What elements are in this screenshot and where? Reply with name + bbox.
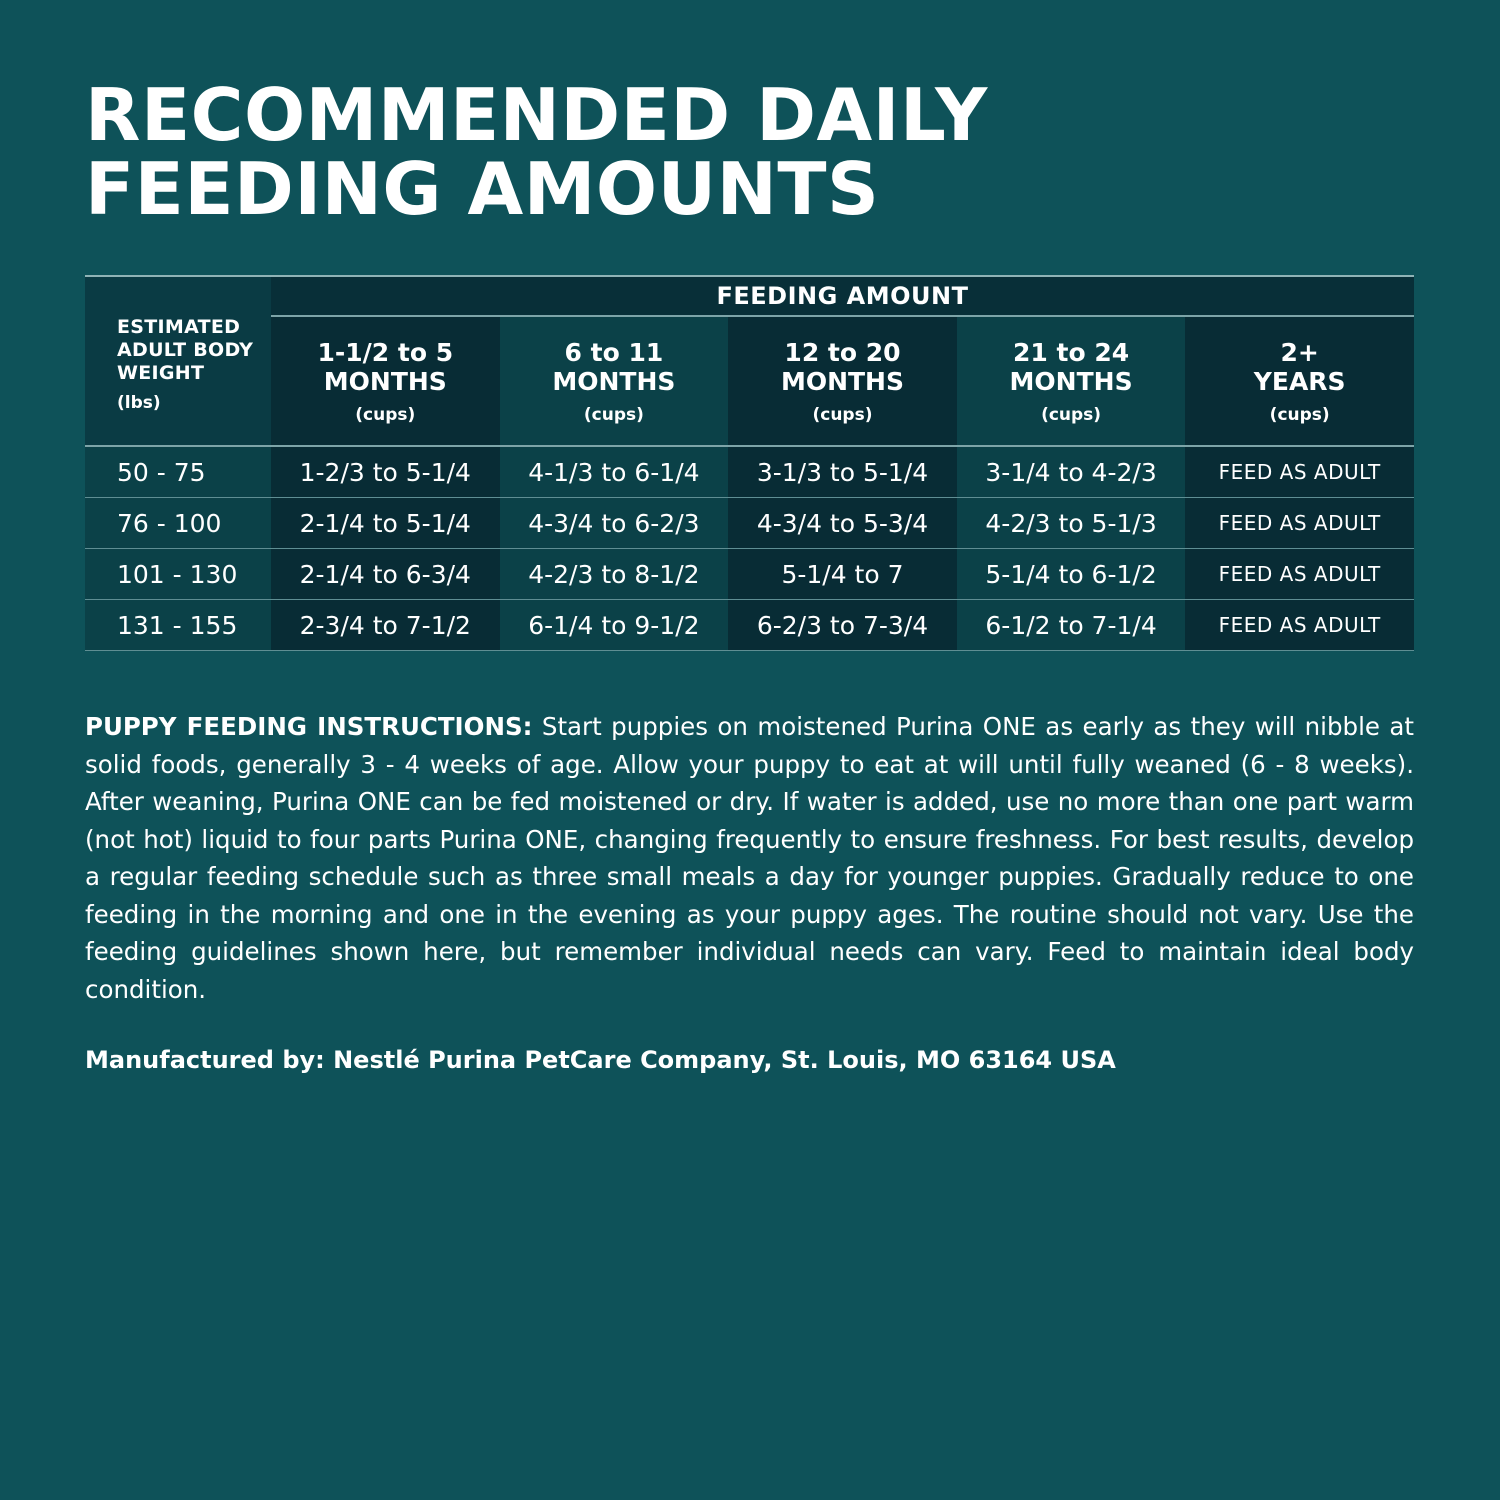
age-header-unit: (cups): [355, 404, 416, 425]
amount-cell: FEED AS ADULT: [1185, 600, 1414, 651]
feeding-table-container: [85, 275, 1414, 651]
amount-cell: 2-3/4 to 7-1/2: [271, 600, 500, 651]
amount-cell: 6-1/2 to 7-1/4: [957, 600, 1186, 651]
amount-cell: 6-1/4 to 9-1/2: [500, 600, 729, 651]
age-column-header: [728, 316, 957, 446]
amount-cell: 4-3/4 to 6-2/3: [500, 498, 729, 549]
age-header-line-2: MONTHS: [1009, 366, 1133, 396]
weight-cell: 131 - 155: [85, 600, 271, 651]
instructions-body: Start puppies on moistened Purina ONE as early as they will nibble at solid foods, generally 3 - 4 weeks of age. Allow your puppy to eat at will until fully weaned (6 - 8 weeks). After weaning, Purina ONE can be fed moistened or dry. If water is added, use no more than one part warm (not hot) liquid to four parts Purina ONE, changing frequently to ensure freshness. For best results, develop a regular feeding schedule such as three small meals a day for younger puppies. Gradually reduce to one feeding in the morning and one in the evening as your puppy ages. The routine should not vary. Use the feeding guidelines shown here, but remember individual needs can vary. Feed to maintain ideal body condition.: [85, 712, 1414, 1004]
table-row: [85, 446, 1414, 498]
age-header-unit: (cups): [1041, 404, 1102, 425]
age-header-line-1: 12 to 20: [784, 337, 901, 367]
age-header-unit: (cups): [583, 404, 644, 425]
amount-cell: 6-2/3 to 7-3/4: [728, 600, 957, 651]
manufacturer-line: Manufactured by: Nestlé Purina PetCare Company, St. Louis, MO 63164 USA: [85, 1046, 1116, 1074]
amount-cell: 4-2/3 to 5-1/3: [957, 498, 1186, 549]
amount-cell: 2-1/4 to 5-1/4: [271, 498, 500, 549]
feeding-table: [85, 277, 1414, 651]
table-row: [85, 549, 1414, 600]
table-row: [85, 498, 1414, 549]
title-line-2: FEEDING AMOUNTS: [85, 147, 880, 231]
age-header-unit: (cups): [812, 404, 873, 425]
weight-header-unit: (lbs): [117, 392, 161, 413]
amount-cell: 3-1/3 to 5-1/4: [728, 446, 957, 498]
amount-cell: 1-2/3 to 5-1/4: [271, 446, 500, 498]
title-line-1: RECOMMENDED DAILY: [85, 73, 988, 157]
age-column-header: [1185, 316, 1414, 446]
table-row: [85, 600, 1414, 651]
amount-cell: 4-3/4 to 5-3/4: [728, 498, 957, 549]
amount-cell: 2-1/4 to 6-3/4: [271, 549, 500, 600]
weight-cell: 50 - 75: [85, 446, 271, 498]
amount-cell: FEED AS ADULT: [1185, 549, 1414, 600]
weight-cell: 101 - 130: [85, 549, 271, 600]
weight-column-header: [85, 277, 271, 446]
weight-cell: 76 - 100: [85, 498, 271, 549]
amount-cell: FEED AS ADULT: [1185, 498, 1414, 549]
amount-cell: 4-2/3 to 8-1/2: [500, 549, 729, 600]
age-column-header: [957, 316, 1186, 446]
age-header-line-2: YEARS: [1253, 366, 1346, 396]
age-header-line-1: 1-1/2 to 5: [317, 337, 454, 367]
age-column-header: [271, 316, 500, 446]
page-title: [85, 73, 1415, 231]
puppy-feeding-instructions: [85, 708, 1414, 1008]
amount-cell: 5-1/4 to 7: [728, 549, 957, 600]
weight-header-label: ESTIMATED ADULT BODY WEIGHT: [117, 315, 254, 384]
amount-cell: 3-1/4 to 4-2/3: [957, 446, 1186, 498]
age-header-unit: (cups): [1269, 404, 1330, 425]
age-header-line-1: 21 to 24: [1013, 337, 1130, 367]
amount-cell: FEED AS ADULT: [1185, 446, 1414, 498]
age-header-line-1: 2+: [1280, 337, 1319, 367]
age-column-header: [500, 316, 729, 446]
feeding-amount-group-header: FEEDING AMOUNT: [271, 277, 1414, 316]
age-header-line-2: MONTHS: [552, 366, 676, 396]
instructions-lead: PUPPY FEEDING INSTRUCTIONS:: [85, 712, 533, 741]
amount-cell: 5-1/4 to 6-1/2: [957, 549, 1186, 600]
amount-cell: 4-1/3 to 6-1/4: [500, 446, 729, 498]
age-header-line-2: MONTHS: [323, 366, 447, 396]
age-header-line-1: 6 to 11: [564, 337, 664, 367]
age-header-line-2: MONTHS: [780, 366, 904, 396]
